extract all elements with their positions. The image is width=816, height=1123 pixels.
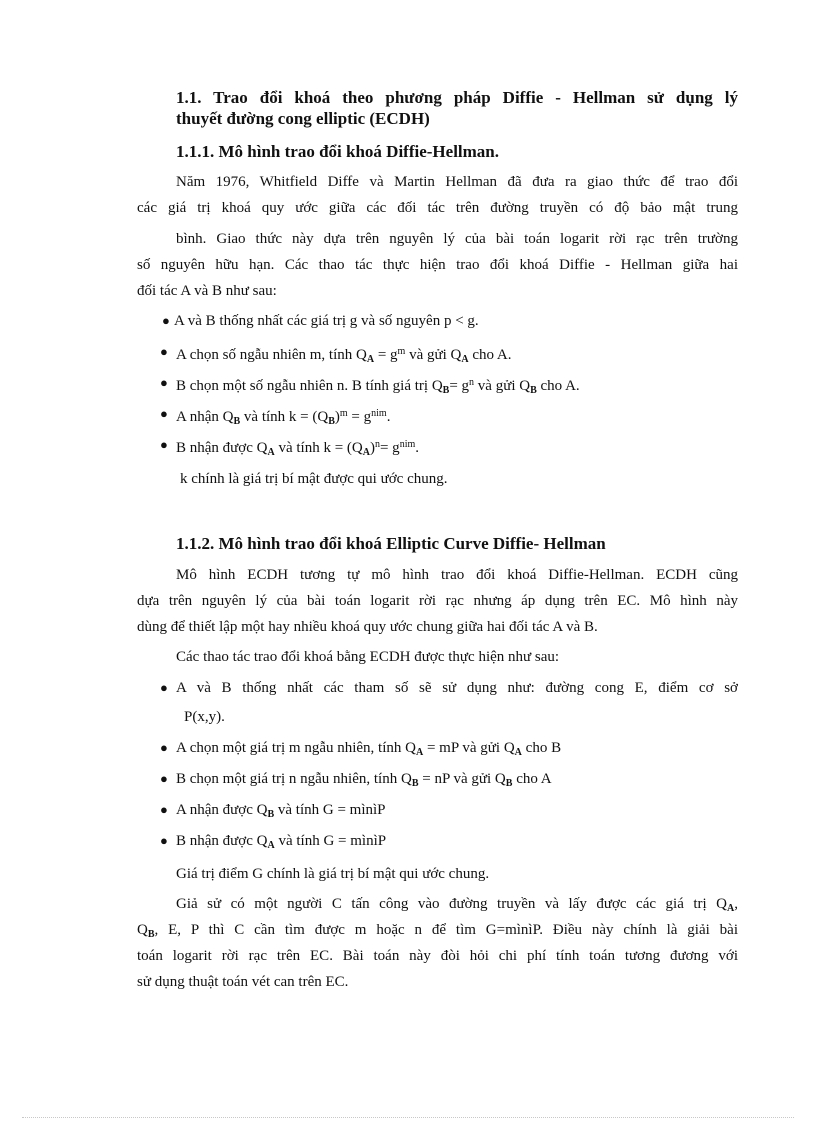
list-item: B chọn một giá trị n ngẫu nhiên, tính $Q_B$ = nP và gửi $Q_B$ cho A [176,771,552,789]
section-1-1-title-line2: thuyết đường cong elliptic (ECDH) [176,109,430,128]
bullet-icon: ● [160,437,168,452]
list-item: A và B thống nhất các giá trị g và số nguyên p < g. [174,313,479,329]
list-item: A và B thống nhất các tham số sẽ sử dụng như: đường cong E, điểm cơ sở [176,680,738,696]
paragraph-line: dùng để thiết lập một hay nhiều khoá quy ước chung giữa hai đối tác A và B. [137,619,598,635]
paragraph-line: Các thao tác trao đổi khoá bằng ECDH được thực hiện như sau: [176,649,560,665]
bullet-icon: ● [160,375,168,390]
paragraph-line: các giá trị khoá quy ước giữa các đối tác trên đường truyền có độ bảo mật trung [137,200,738,216]
section-1-1-2-title: 1.1.2. Mô hình trao đổi khoá Elliptic Curve Diffie- Hellman [176,534,606,553]
list-item: B nhận được $Q_A$ và tính G = mìnìP [176,833,387,851]
conclusion-text: k chính là giá trị bí mật được qui ước chung. [180,471,448,487]
bullet-icon: ● [160,740,168,755]
paragraph-line: bình. Giao thức này dựa trên nguyên lý của bài toán logarit rời rạc trên trường [176,231,738,247]
list-item: A chọn một giá trị m ngẫu nhiên, tính $Q_A$ = mP và gửi $Q_A$ cho B [176,740,562,758]
list-item: B nhận được $Q_A$ và tính $k = (Q_A)^n= g^{nim}$. [176,439,419,458]
bullet-icon: ● [160,406,168,421]
list-item: A nhận được $Q_B$ và tính G = mìnìP [176,802,386,820]
paragraph-line: Giả sử có một người C tấn công vào đường truyền và lấy được các giá trị $Q_A$, [176,896,738,914]
paragraph-line: đối tác A và B như sau: [137,283,277,299]
bullet-icon: ● [160,771,168,786]
bullet-icon: ● [160,802,168,817]
paragraph-line: toán logarit rời rạc trên EC. Bài toán này đòi hỏi chi phí tính toán tương đương với [137,948,738,964]
list-item-continuation: P(x,y). [184,709,225,725]
bullet-icon: ● [160,680,168,695]
paragraph-line: sử dụng thuật toán vét can trên EC. [137,974,349,990]
paragraph-line: số nguyên hữu hạn. Các thao tác thực hiện trao đổi khoá Diffie - Hellman giữa hai [137,257,738,273]
bullet-icon: ● [160,344,168,359]
list-item: A chọn số ngẫu nhiên m, tính $Q_A = g^m$ và gửi $Q_A$ cho A. [176,346,512,365]
paragraph-line: Giá trị điểm G chính là giá trị bí mật qui ước chung. [176,866,490,882]
paragraph-line: Mô hình ECDH tương tự mô hình trao đổi khoá Diffie-Hellman. ECDH cũng [176,567,738,583]
bullet-icon: ● [160,833,168,848]
paragraph-line: Năm 1976, Whitfield Diffe và Martin Hellman đã đưa ra giao thức để trao đổi [176,174,738,190]
paragraph-line: $Q_B$, E, P thì C cần tìm được m hoặc n để tìm G=mìnìP. Điều này chính là giải bài [137,922,738,940]
list-item: A nhận $Q_B$ và tính $k = (Q_B)^m = g^{nim}$. [176,408,391,427]
list-item: B chọn một số ngẫu nhiên n. B tính giá trị $Q_B= g^n$ và gửi $Q_B$ cho A. [176,377,580,396]
page-bottom-divider [22,1117,794,1118]
section-1-1-title-line1: 1.1. Trao đổi khoá theo phương pháp Diffie - Hellman sử dụng lý [176,88,738,107]
section-1-1-1-title: 1.1.1. Mô hình trao đổi khoá Diffie-Hellman. [176,142,500,161]
paragraph-line: dựa trên nguyên lý của bài toán logarit rời rạc nhưng áp dụng trên EC. Mô hình này [137,593,738,609]
bullet-icon: ● [162,313,170,328]
